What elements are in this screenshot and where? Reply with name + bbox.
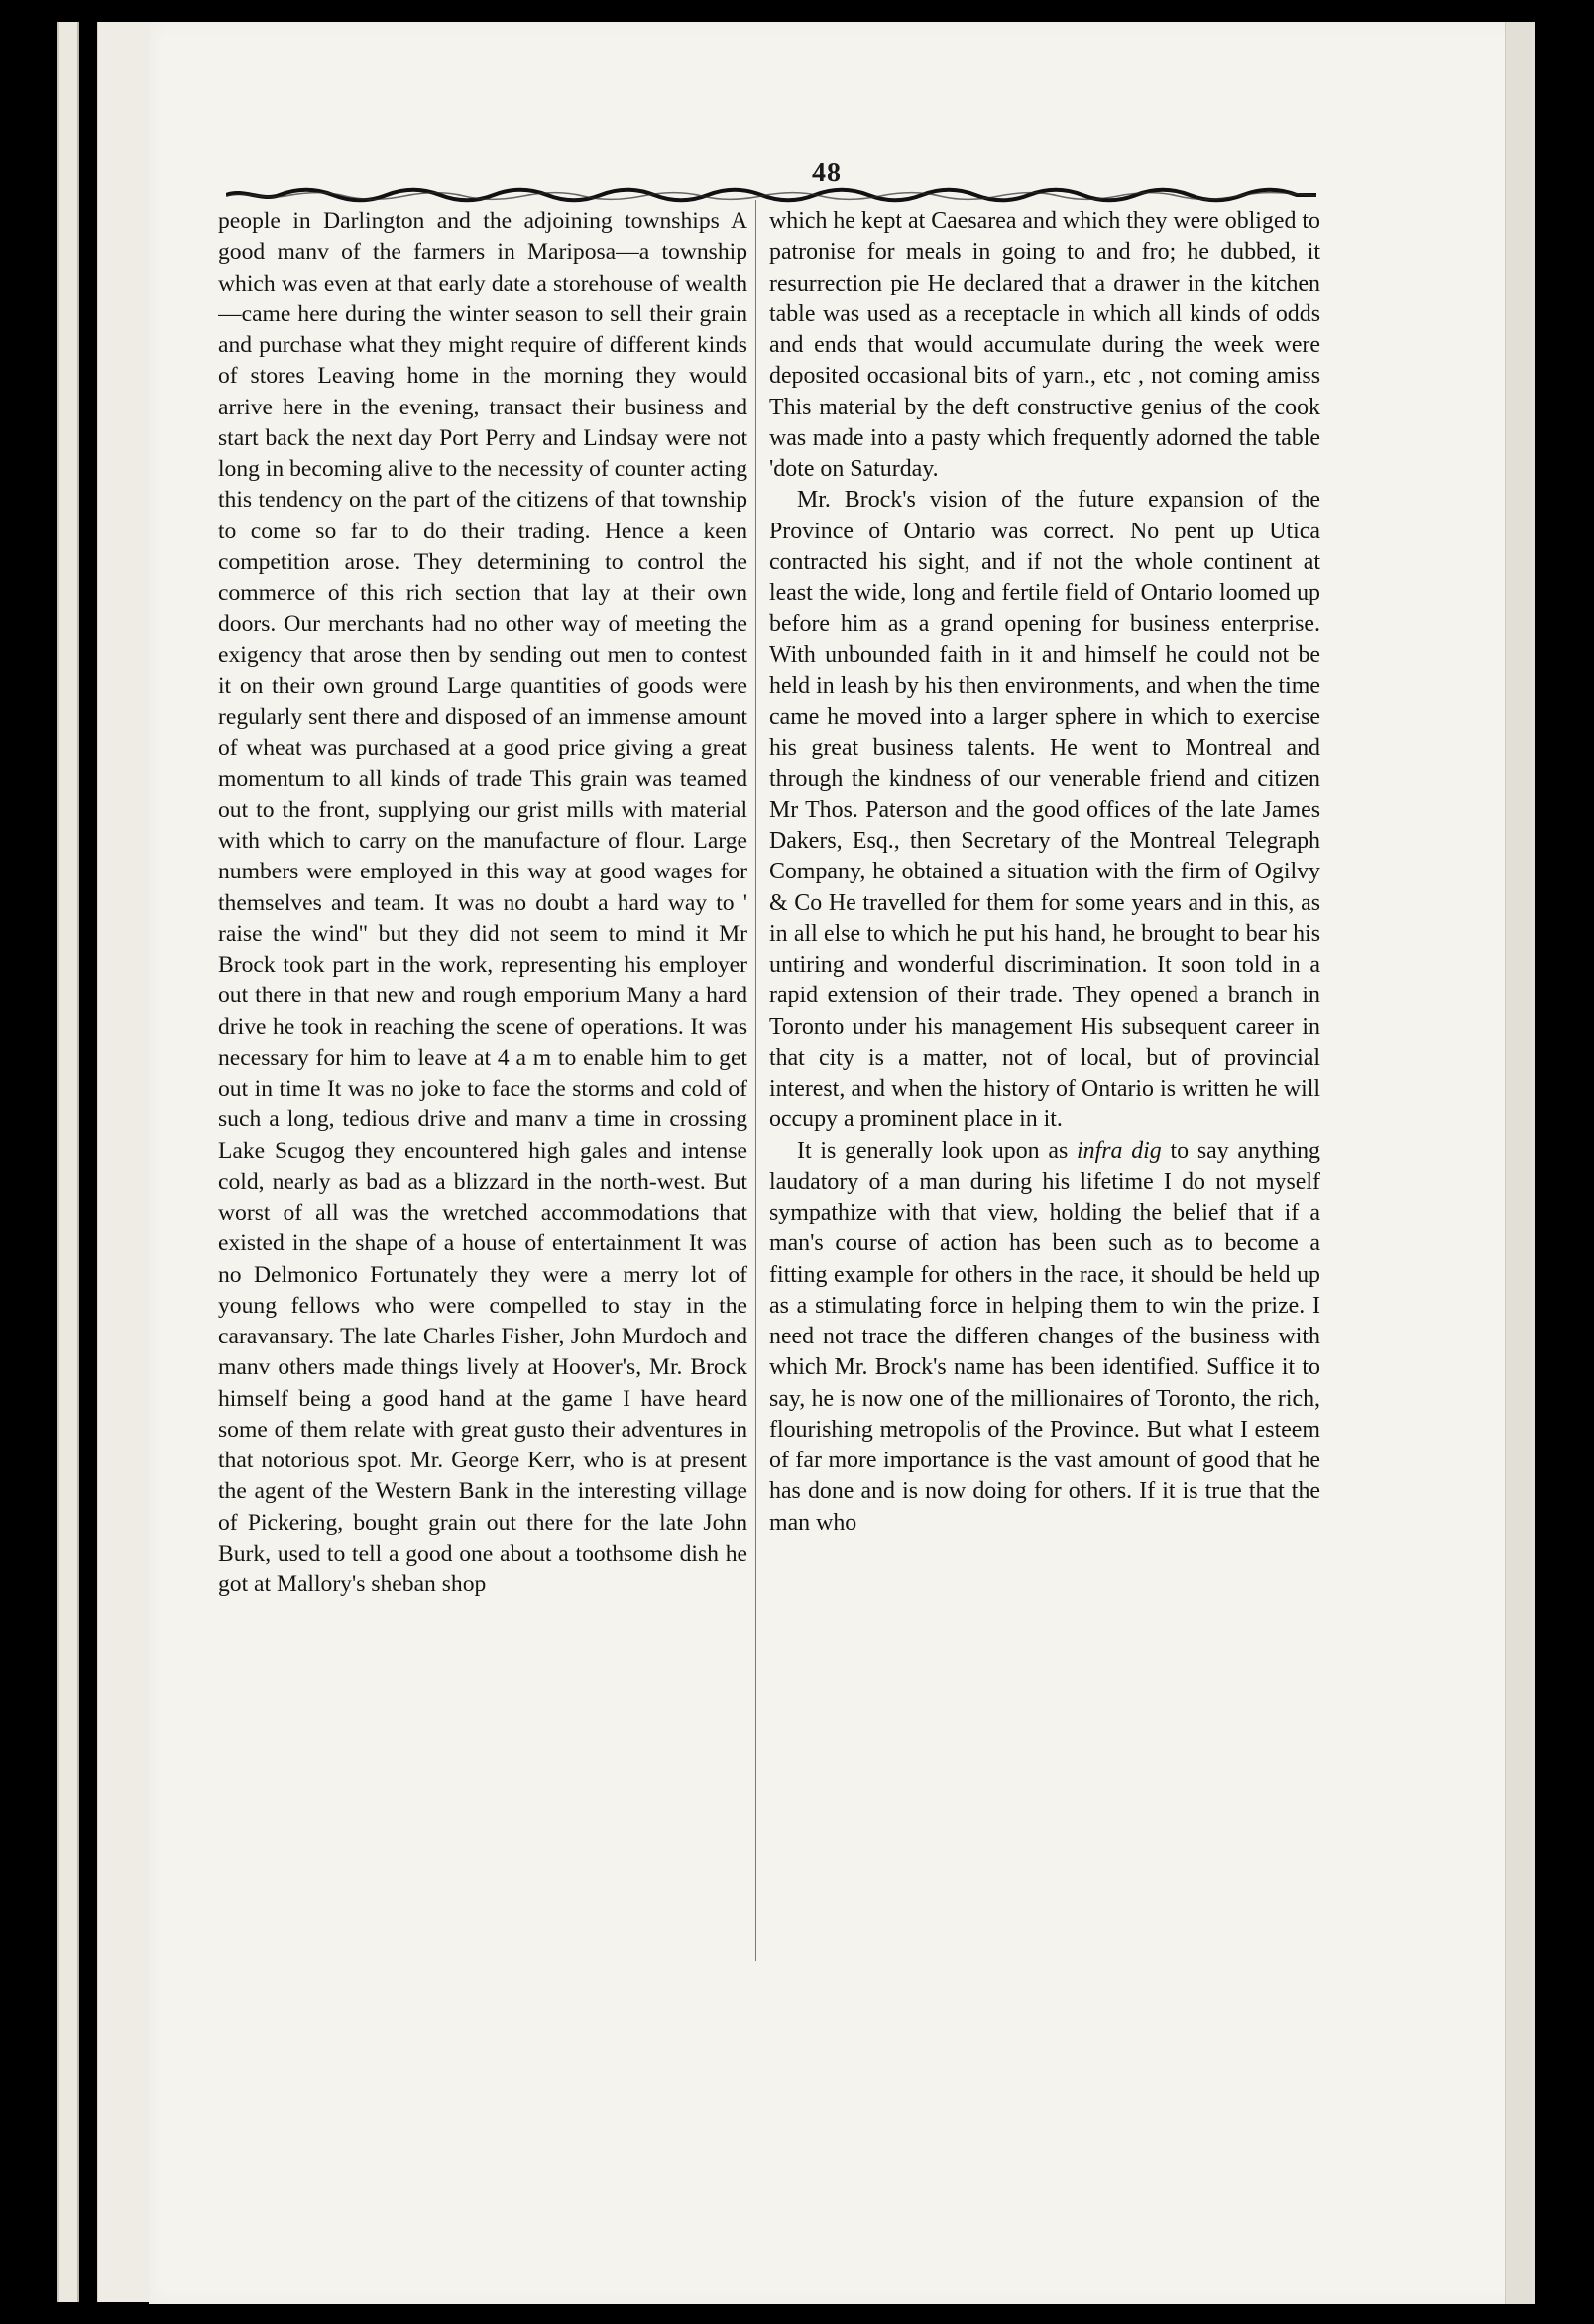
right-column-paragraph-2: Mr. Brock's vision of the future expansion of the Province of Ontario was correct. No pent up Utica contracted his sight, and if not the whole continent at least the wide, long and fertile field of Ontario loomed up before him as a grand opening for business enterprise. With unbounded faith in it and himself he could not be held in leash by his then environments, and when the time came he moved into a larger sphere in which to exercise his great business talents. He went to Montreal and through the kindness of our venerable friend and citizen Mr Thos. Paterson and the good offices of the late James Dakers, Esq., then Secretary of the Montreal Telegraph Company, he obtained a situation with the firm of Ogilvy & Co He travelled for them for some years and in this, as in all else to which he put his hand, he brought to bear his untiring and wonderful discrimination. It soon told in a rapid extension of their trade. They opened a branch in Toronto under his management His subsequent career in that city is a matter, not of local, but of provincial interest, and when the history of Ontario is written he will occupy a prominent place in it. bbox=[769, 487, 1320, 1133]
right-column bbox=[769, 206, 1320, 1971]
page-right-edge bbox=[1505, 22, 1535, 2304]
scan-frame-left-edge bbox=[57, 22, 79, 2302]
column-divider bbox=[755, 200, 756, 1961]
paragraph-3-text-start: It is generally look upon as bbox=[797, 1137, 1078, 1164]
left-column bbox=[218, 206, 747, 1971]
right-column-paragraph-1: which he kept at Caesarea and which they were obliged to patronise for meals in going to and fro; he dubbed, it resurrection pie He declared that a drawer in the kitchen table was used as a receptacle in which all kinds of odds and ends that would accumulate during the week were deposited occasional bits of yarn., etc , not coming amiss This material by the deft constructive genius of the cook was made into a pasty which frequently adorned the table 'dote on Saturday. bbox=[769, 208, 1320, 482]
latin-phrase: infra dig bbox=[1077, 1137, 1162, 1164]
left-column-paragraph: people in Darlington and the adjoining townships A good manv of the farmers in Mariposa—a township which was even at that early date a storehouse of wealth —came here during the winter season to sell their grain and purchase what they might require of different kinds of stores Leaving home in the morning they would arrive here in the evening, transact their business and start back the next day Port Perry and Lindsay were not long in becoming alive to the necessity of counter acting this tendency on the part of the citizens of that township to come so far to do their trading. Hence a keen competition arose. They determining to control the commerce of this rich section that lay at their own doors. Our merchants had no other way of meeting the exigency that arose then by sending out men to contest it on their own ground Large quantities of goods were regularly sent there and disposed of an immense amount of wheat was purchased at a good price giving a great momentum to all kinds of trade This grain was teamed out to the front, supplying our grist mills with material with which to carry on the manufacture of flour. Large numbers were employed in this way at good wages for themselves and team. It was no doubt a hard way to ' raise the wind" but they did not seem to mind it Mr Brock took part in the work, representing his employer out there in that new and rough emporium Many a hard drive he took in reaching the scene of operations. It was necessary for him to leave at 4 a m to enable him to get out in time It was no joke to face the storms and cold of such a long, tedious drive and manv a time in crossing Lake Scugog they encountered high gales and intense cold, nearly as bad as a blizzard in the north-west. But worst of all was the wretched accommodations that existed in the shape of a house of entertainment It was no Delmonico Fortunately they were a merry lot of young fellows who were compelled to stay in the caravansary. The late Charles Fisher, John Murdoch and manv others made things lively at Hoover's, Mr. Brock himself being a good hand at the game I have heard some of them relate with great gusto their adventures in that notorious spot. Mr. George Kerr, who is at present the agent of the Western Bank in the interesting village of Pickering, bought grain out there for the late John Burk, used to tell a good one about a toothsome dish he got at Mallory's sheban shop bbox=[218, 208, 747, 1597]
page-number: 48 bbox=[812, 158, 842, 188]
right-column-paragraph-3 bbox=[769, 1136, 1320, 1539]
decorative-rule bbox=[226, 186, 1316, 204]
paragraph-3-text-end: to say anything laudatory of a man during his lifetime I do not myself sympathize with that view, holding the belief that if a man's course of action has been such as to become a fitting example for others in the race, it should be held up as a stimulating force in helping them to win the prize. I need not trace the differen changes of the business with which Mr. Brock's name has been identified. Suffice it to say, he is now one of the millionaires of Toronto, the rich, flourishing metropolis of the Province. But what I esteem of far more importance is the vast amount of good that he has done and is now doing for others. If it is true that the man who bbox=[769, 1137, 1320, 1536]
